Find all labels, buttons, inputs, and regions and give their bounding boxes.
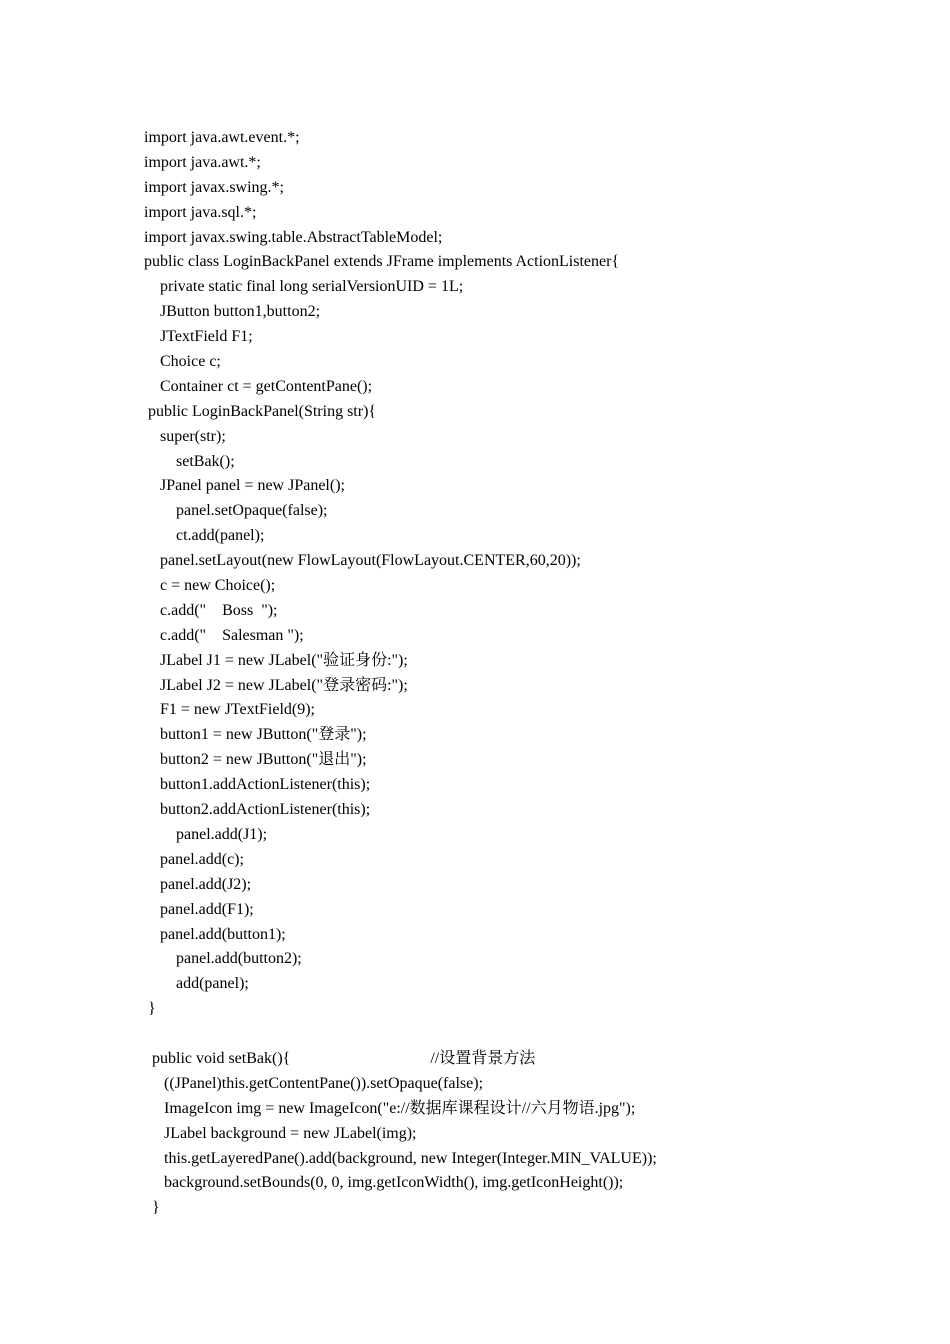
code-line: Choice c;: [144, 353, 221, 371]
code-line: panel.add(button1);: [144, 925, 286, 943]
code-line: JPanel panel = new JPanel();: [144, 477, 345, 495]
code-line: this.getLayeredPane().add(background, new Integer(Integer.MIN_VALUE));: [144, 1149, 657, 1167]
code-line: panel.setLayout(new FlowLayout(FlowLayout.CENTER,60,20));: [144, 552, 581, 570]
code-line: button2.addActionListener(this);: [144, 801, 371, 819]
code-line: c.add(" Salesman ");: [144, 626, 304, 644]
code-line: background.setBounds(0, 0, img.getIconWidth(), img.getIconHeight());: [144, 1174, 624, 1192]
code-line: panel.setOpaque(false);: [144, 502, 328, 520]
code-line: F1 = new JTextField(9);: [144, 701, 315, 719]
code-line: c = new Choice();: [144, 577, 276, 595]
code-line: panel.add(c);: [144, 850, 244, 868]
code-line: import java.sql.*;: [144, 203, 257, 221]
code-line: import java.awt.*;: [144, 153, 261, 171]
code-line: button2 = new JButton("退出");: [144, 751, 367, 769]
code-line: JButton button1,button2;: [144, 303, 321, 321]
code-line: JTextField F1;: [144, 328, 253, 346]
code-line: panel.add(J2);: [144, 875, 252, 893]
code-line: import javax.swing.table.AbstractTableModel;: [144, 228, 443, 246]
code-line: panel.add(J1);: [144, 825, 268, 843]
code-line: public void setBak(){ //设置背景方法: [144, 1049, 536, 1067]
code-line: JLabel J2 = new JLabel("登录密码:");: [144, 676, 408, 694]
code-line: super(str);: [144, 427, 226, 445]
code-line: setBak();: [144, 452, 235, 470]
code-line: panel.add(F1);: [144, 900, 254, 918]
code-line: public LoginBackPanel(String str){: [144, 402, 377, 420]
code-line: Container ct = getContentPane();: [144, 377, 373, 395]
code-line: ((JPanel)this.getContentPane()).setOpaque(false);: [144, 1074, 484, 1092]
code-line: import javax.swing.*;: [144, 178, 284, 196]
code-line: }: [144, 1199, 160, 1217]
code-line: c.add(" Boss ");: [144, 601, 278, 619]
code-line: ImageIcon img = new ImageIcon("e://数据库课程设计//六月物语.jpg");: [144, 1099, 636, 1117]
code-line: public class LoginBackPanel extends JFrame implements ActionListener{: [144, 253, 620, 271]
code-line: [144, 1022, 904, 1047]
code-line: button1.addActionListener(this);: [144, 776, 371, 794]
code-line: ct.add(panel);: [144, 527, 265, 545]
code-line: add(panel);: [144, 975, 249, 993]
code-line: JLabel background = new JLabel(img);: [144, 1124, 417, 1142]
code-line: }: [144, 1000, 156, 1018]
code-line: private static final long serialVersionUID = 1L;: [144, 278, 464, 296]
code-line: JLabel J1 = new JLabel("验证身份:");: [144, 651, 408, 669]
code-line: import java.awt.event.*;: [144, 129, 300, 146]
code-line: panel.add(button2);: [144, 950, 302, 968]
code-listing: [144, 126, 904, 1221]
code-line: button1 = new JButton("登录");: [144, 726, 367, 744]
